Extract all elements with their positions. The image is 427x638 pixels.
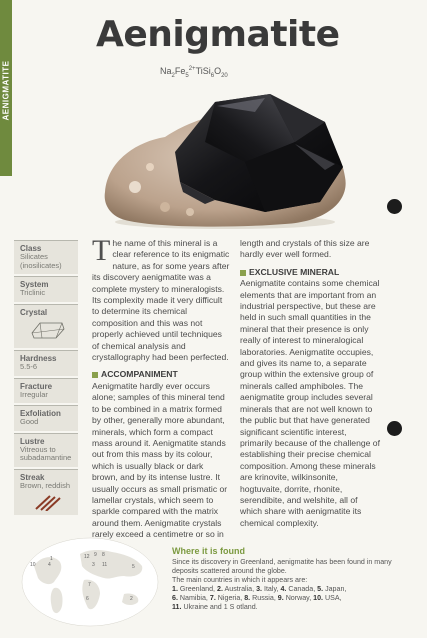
map-label: 7 (88, 582, 91, 588)
streak-swatch-icon (30, 493, 70, 511)
property-fracture: Fracture Irregular (14, 378, 78, 404)
crystal-shape-icon (28, 319, 68, 341)
where-found-text: Since its discovery in Greenland, aenigmatite has been found in many deposits scattered around the globe. The main countries in which it appears are: 1. Greenland, 2. Australia, 3. Italy, 4. Canada, 5. Japan, 6. Namibia, 7. Nigeria, 8. Russia, 9. Norway, 10. USA, 11. Ukraine and 1 S otland. (172, 558, 412, 612)
world-map (20, 536, 160, 628)
drop-cap: T (92, 234, 111, 267)
text-column-right (240, 238, 380, 535)
property-lustre: Lustre Vitreous to subadamantine (14, 433, 78, 467)
text-column-left (92, 234, 230, 547)
map-label: 4 (48, 562, 51, 568)
map-label: 6 (86, 596, 89, 602)
accompaniment-paragraph: Aenigmatite hardly ever occurs alone; samples of this mineral tend to be combined in a matrix formed by other, generally more abundant, minerals, which form a compact mass around it. Aenigmatite stands out from this mass by its colour, which is usually black or dark brown, and by its intense lustre. It usually occurs as small prismatic or lamellar crystals, which seem to sparkle compared with the matrix around them. Aenigmatite crystals rarely exceed a centimetre or so in (92, 380, 228, 540)
side-tab-text: AENIGMATITE (1, 59, 11, 121)
property-exfoliation: Exfoliation Good (14, 405, 78, 431)
binder-hole-bottom (387, 421, 402, 436)
map-label: 3 (92, 562, 95, 568)
map-label: 5 (132, 564, 135, 570)
map-label: 10 (30, 562, 36, 568)
country-list: 1. Greenland, 2. Australia, 3. Italy, 4. Canada, 5. Japan, 6. Namibia, 7. Nigeria, 8. Russia, 9. Norway, 10. USA, 11. Ukraine and 1 S otland. (172, 585, 347, 611)
exclusive-paragraph: Aenigmatite contains some chemical elements that are important from an industrial perspective, but these are held in such small quantities in the mineral that their presence is only really of interest to mineralogical laboratories. Aenigmatite occupies, and gives its name to, a separate group within the extensive group of minerals called amphiboles. The aenigmatite group includes several minerals that are not well known to the public but that have generated significant scientific interest, primarily because of the challenge of establishing their precise chemical composition. Among these minerals are krinovite, wilkinsonite, hogtuvaite, dorrite, rhonite, serendibite, and welshite, all of which share with aenigmatite its chemical complexity. (240, 278, 380, 528)
property-crystal: Crystal (14, 304, 78, 348)
exclusive-heading: EXCLUSIVE MINERAL (240, 267, 380, 278)
map-label: 8 (102, 552, 105, 558)
map-label: 2 (130, 596, 133, 602)
map-label: 9 (94, 552, 97, 558)
map-label: 12 (84, 554, 90, 560)
chemical-formula: $Na_2Fe_5^{2+}TiSi_6O_{20}$ (160, 66, 228, 79)
section-bullet-icon (240, 270, 246, 276)
properties-sidebar (14, 240, 78, 517)
property-system: System Triclinic (14, 276, 78, 302)
where-found-heading: Where it is found (172, 546, 245, 556)
property-streak: Streak Brown, reddish (14, 469, 78, 515)
map-label: 1 (50, 556, 53, 562)
page-title: Aenigmatite (96, 14, 340, 55)
side-tab-label (0, 40, 12, 140)
intro-paragraph: The name of this mineral is a clear reference to its enigmatic nature, as for some years after its discovery aenigmatite was a complete mystery to mineralogists. Its complexity made it very difficult to determine its chemical composition and this was not properly achieved until techniques of chemical analysis and crystallography had been perfected. (92, 234, 230, 363)
map-label: 11 (102, 562, 108, 568)
property-hardness: Hardness 5.5-6 (14, 350, 78, 376)
property-class: Class Silicates (inosilicates) (14, 240, 78, 274)
binder-hole-top (387, 199, 402, 214)
accompaniment-continuation: length and crystals of this size are hardly ever well formed. (240, 238, 370, 260)
mineral-specimen-image (95, 82, 355, 232)
accompaniment-heading: ACCOMPANIMENT (92, 369, 230, 380)
section-bullet-icon (92, 372, 98, 378)
